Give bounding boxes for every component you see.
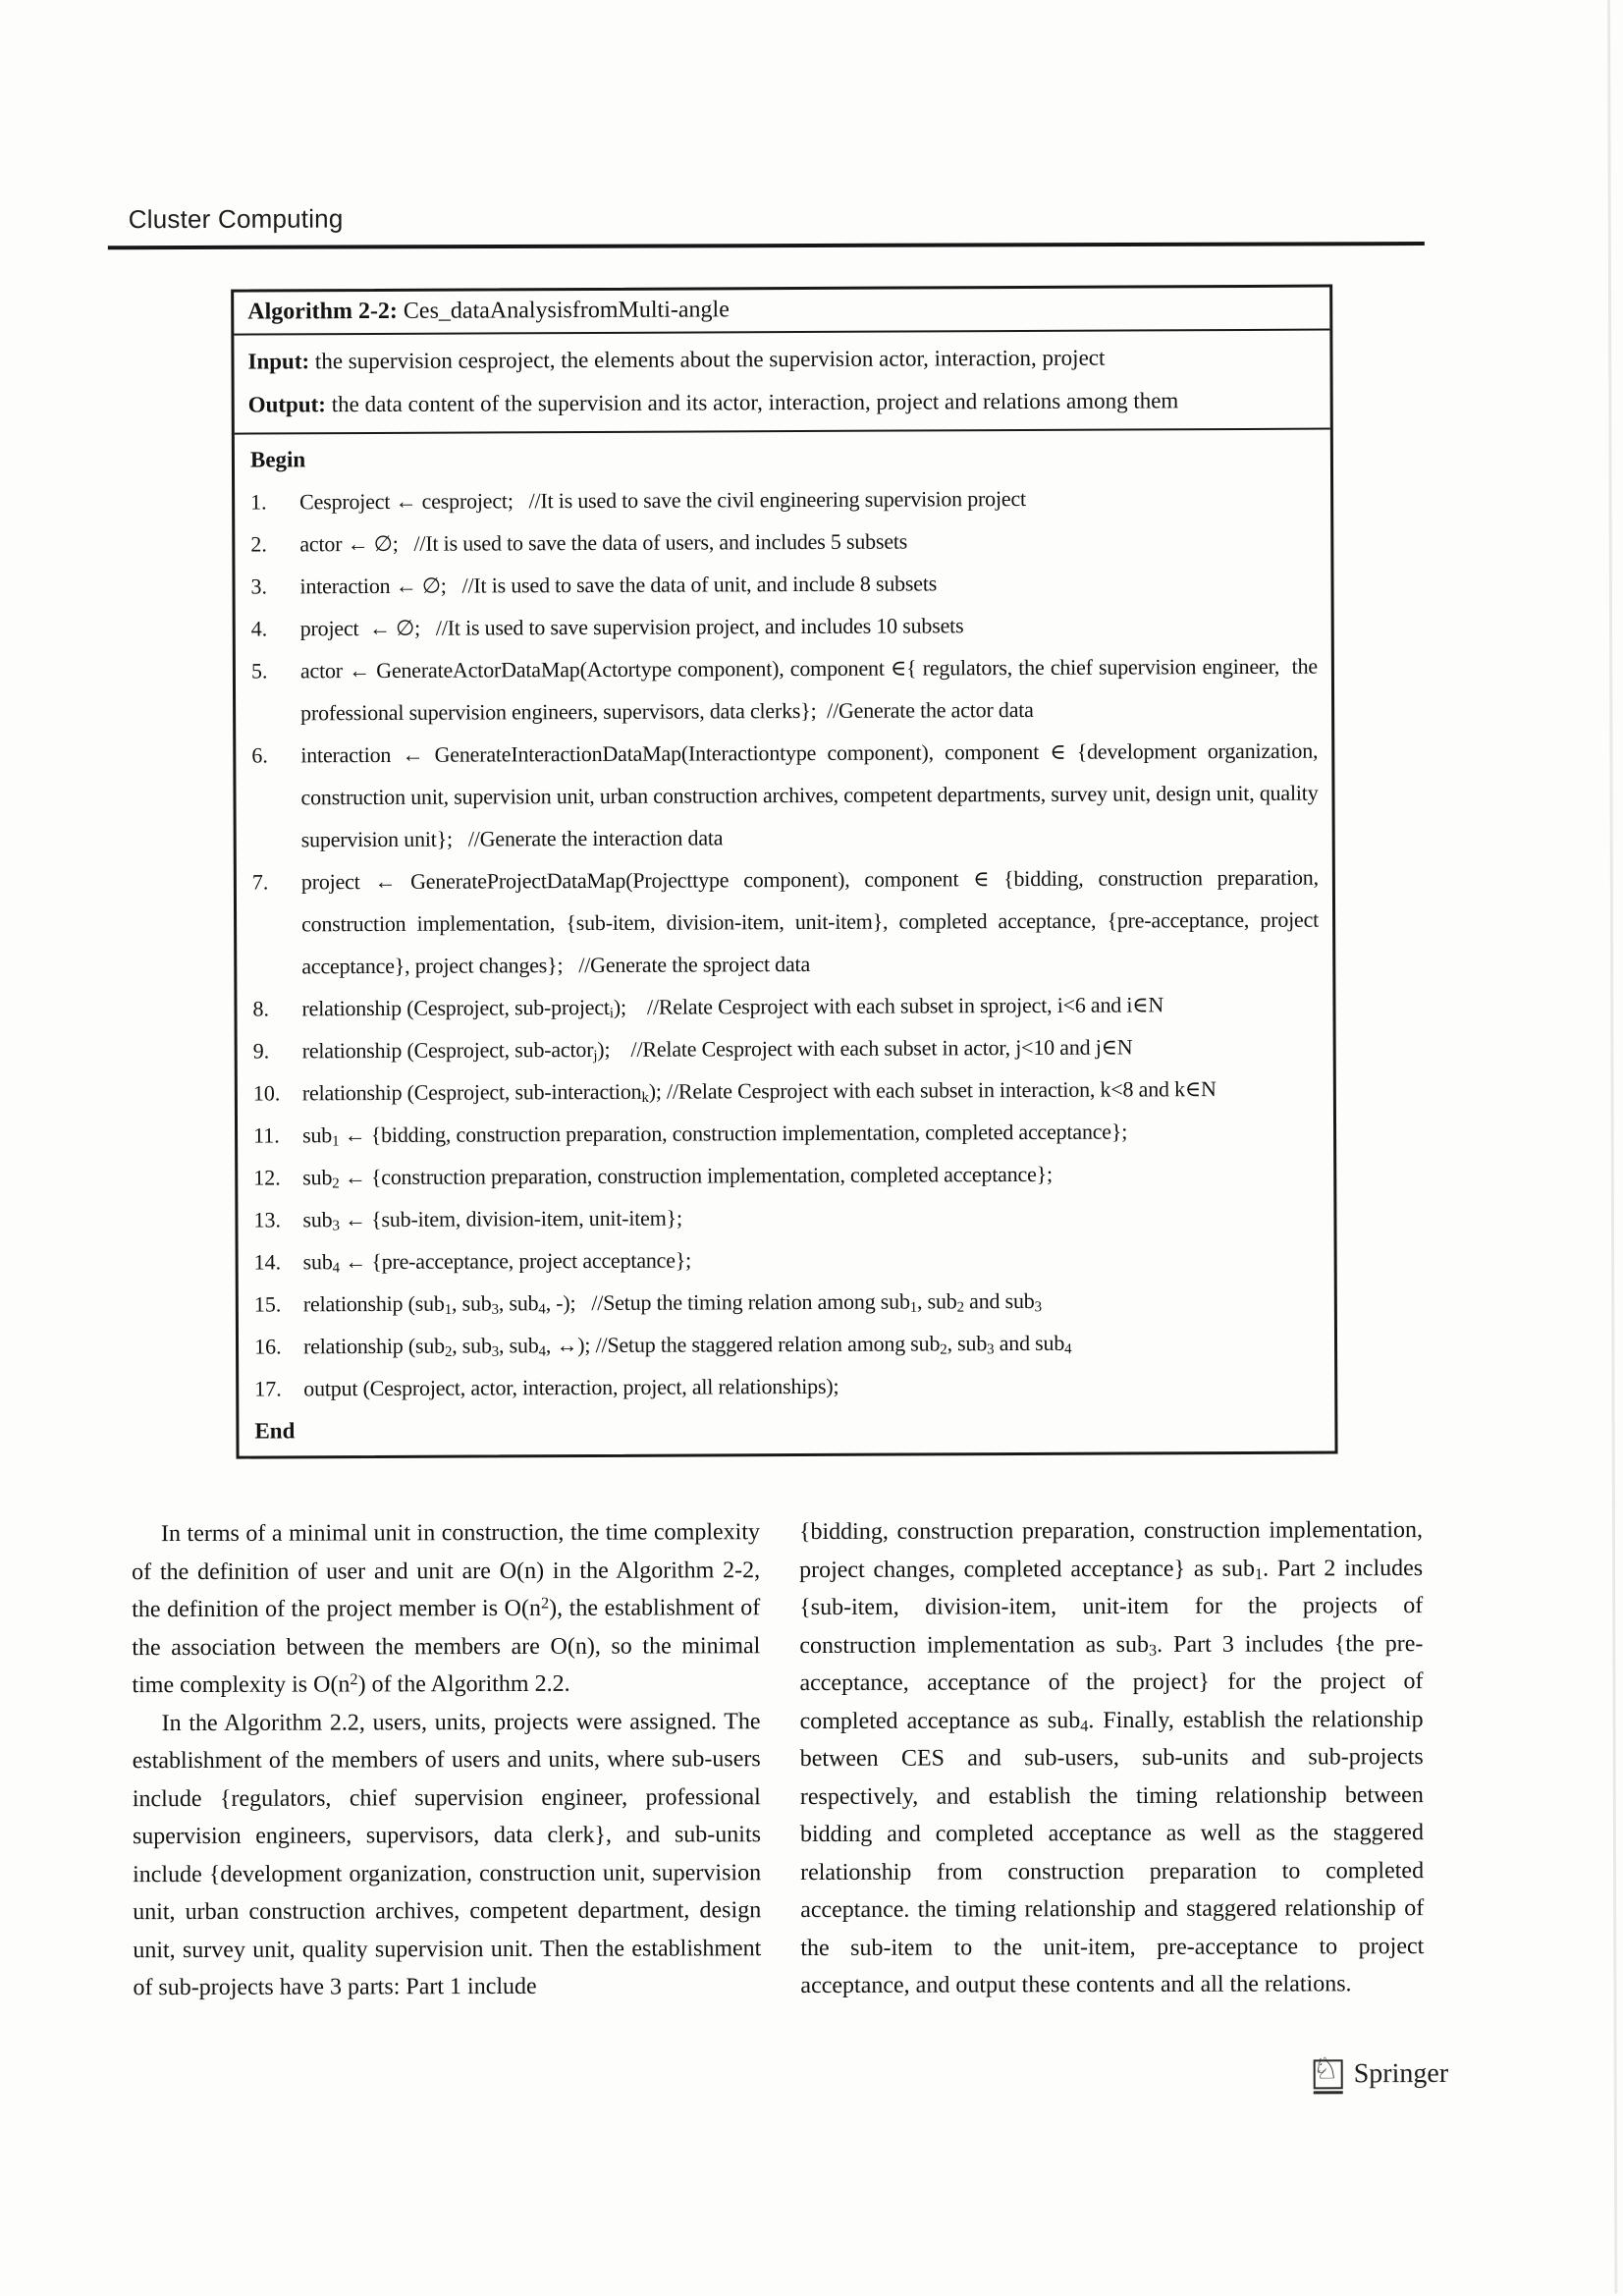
output-label: Output: [247,392,326,417]
step-text: actor ← ∅; //It is used to save the data of users, and includes 5 subsets [299,528,908,557]
step-number: 17. [254,1376,282,1401]
step-text: sub$_1$ ← {bidding, construction preparation, construction implementation, completed acceptance}; [302,1119,1128,1150]
algorithm-title-name: Ces_dataAnalysisfromMulti-angle [397,297,730,324]
algorithm-begin: Begin [249,447,306,472]
step-number: 6. [251,742,268,768]
algorithm-title [234,288,1329,336]
algorithm-io-section [234,331,1329,435]
step-number: 13. [253,1207,282,1232]
algorithm-body [235,430,1335,1452]
scan-edge-artifact [1607,0,1617,2293]
algorithm-box [231,285,1337,1459]
step-text: relationship (Cesproject, sub-project$_i$); //Relate Cesproject with each subset in sproject, i<6 and i∈N [301,992,1164,1022]
step-number: 15. [253,1291,282,1317]
algorithm-step [253,1152,1325,1199]
algorithm-step [250,561,1323,608]
output-text: the data content of the supervision and its actor, interaction, project and relations among them [325,388,1179,417]
algorithm-step [251,730,1325,861]
algorithm-step [253,1025,1325,1072]
step-text: interaction ← ∅; //It is used to save the data of unit, and include 8 subsets [299,571,938,599]
step-text: relationship (sub$_2$, sub$_3$, sub$_4$, ↔); //Setup the staggered relation among sub$_2$, sub$_3$ and sub$_4$ [302,1330,1072,1360]
step-number: 5. [250,658,268,683]
step-number: 11. [253,1122,280,1148]
input-text: the supervision cesproject, the elements about the supervision actor, interaction, project [309,345,1106,374]
algorithm-step [253,1110,1325,1157]
body-column-right [799,1511,1425,2004]
step-text: interaction ← GenerateInteractionDataMap(Interactiontype component), component ∈ {development organization, construction unit, supervision unit, urban construction archives, competent departments, survey unit, design unit, quality supervision unit}; //Generate the interaction data [300,738,1324,852]
step-number: 14. [253,1249,282,1275]
algorithm-step [252,856,1325,988]
running-head: Cluster Computing [128,203,344,235]
step-text: relationship (sub$_1$, sub$_3$, sub$_4$, -); //Setup the timing relation among sub$_1$, sub$_2$ and sub$_3$ [302,1287,1042,1318]
step-number: 16. [253,1334,282,1359]
algorithm-step [252,983,1325,1030]
header-rule [108,242,1425,249]
step-number: 4. [250,616,268,641]
springer-label: Springer [1353,2057,1449,2090]
step-number: 9. [252,1038,270,1064]
step-text: sub$_3$ ← {sub-item, division-item, unit-item}; [302,1205,682,1234]
step-text: relationship (Cesproject, sub-interaction$_k$); //Relate Cesproject with each subset in interaction, k<8 and k∈N [301,1076,1217,1107]
algorithm-input-line [247,336,1316,384]
step-text: sub$_2$ ← {construction preparation, construction implementation, completed acceptance}; [302,1161,1053,1192]
algorithm-step [253,1194,1325,1241]
algorithm-step [250,476,1323,523]
step-number: 1. [250,489,267,515]
step-number: 7. [251,869,269,895]
step-text: project ← GenerateProjectDataMap(Projecttype component), component ∈ {bidding, construction preparation, construction implementation, {sub-item, division-item, unit-item}, completed acceptance, {pre-acceptance, project acceptance}, project changes}; //Generate the sproject data [300,864,1325,979]
body-column-left [132,1513,762,2007]
step-text: relationship (Cesproject, sub-actor$_j$); //Relate Cesproject with each subset in actor, j<10 and j∈N [301,1034,1133,1065]
step-text: Cesproject ← cesproject; //It is used to save the civil engineering supervision project [299,485,1026,515]
step-number: 8. [252,996,270,1021]
algorithm-step [250,519,1323,566]
algorithm-end: End [254,1418,296,1444]
step-text: actor ← GenerateActorDataMap(Actortype component), component ∈{ regulators, the chief supervision engineer, the professional supervision engineers, supervisors, data clerks}; //Generate the actor data [299,653,1324,726]
springer-knight-icon [1312,2051,1343,2089]
body-paragraph: {bidding, construction preparation, construction implementation, project changes, completed acceptance} as sub$_1$. Part 2 includes {sub-item, division-item, unit-item for the projects of construction implementation as sub$_3$. Part 3 includes {the pre-acceptance, acceptance of the project} for the project of completed acceptance as sub$_4$. Finally, establish the relationship between CES and sub-users, sub-units and sub-projects respectively, and establish the timing relationship between bidding and completed acceptance as well as the staggered relationship from construction preparation to completed acceptance. the timing relationship and staggered relationship of the sub-item to the unit-item, pre-acceptance to project acceptance, and output these contents and all the relations. [798,1517,1425,1999]
knight-glyph: ♘ [1312,2051,1339,2087]
step-number: 3. [250,574,268,599]
step-number: 2. [250,531,267,557]
step-text: output (Cesproject, actor, interaction, project, all relationships); [303,1373,839,1401]
algorithm-step [251,645,1324,735]
algorithm-step [254,1321,1326,1368]
algorithm-step [251,603,1324,650]
springer-footer [1312,2051,1449,2090]
algorithm-output-line [248,379,1317,427]
step-number: 12. [253,1165,281,1190]
algorithm-step [254,1236,1326,1284]
step-text: sub$_4$ ← {pre-acceptance, project acceptance}; [302,1247,692,1277]
algorithm-title-label: Algorithm 2-2: [247,298,398,325]
body-paragraph: In the Algorithm 2.2, users, units, projects were assigned. The establishment of the members of users and units, where sub-users include {regulators, chief supervision engineer, professional supervision engineers, supervisors, data clerk}, and sub-units include {development organization, construction unit, supervision unit, urban construction archives, competent department, design unit, survey unit, quality supervision unit. Then the establishment of sub-projects have 3 parts: Part 1 include [132,1708,762,2001]
step-number: 10. [252,1080,281,1106]
body-paragraph: In terms of a minimal unit in construction, the time complexity of the definition of user and unit are O(n) in the Algorithm 2-2, the definition of the project member is $O(n^2)$, the establishment of the association between the members are O(n), so the minimal time complexity is $O(n^2)$ of the Algorithm 2.2. [132,1519,761,1699]
algorithm-step [254,1363,1326,1410]
algorithm-step [254,1279,1326,1326]
input-label: Input: [247,349,310,374]
step-text: project ← ∅; //It is used to save supervision project, and includes 10 subsets [299,613,964,641]
algorithm-step [253,1067,1325,1115]
